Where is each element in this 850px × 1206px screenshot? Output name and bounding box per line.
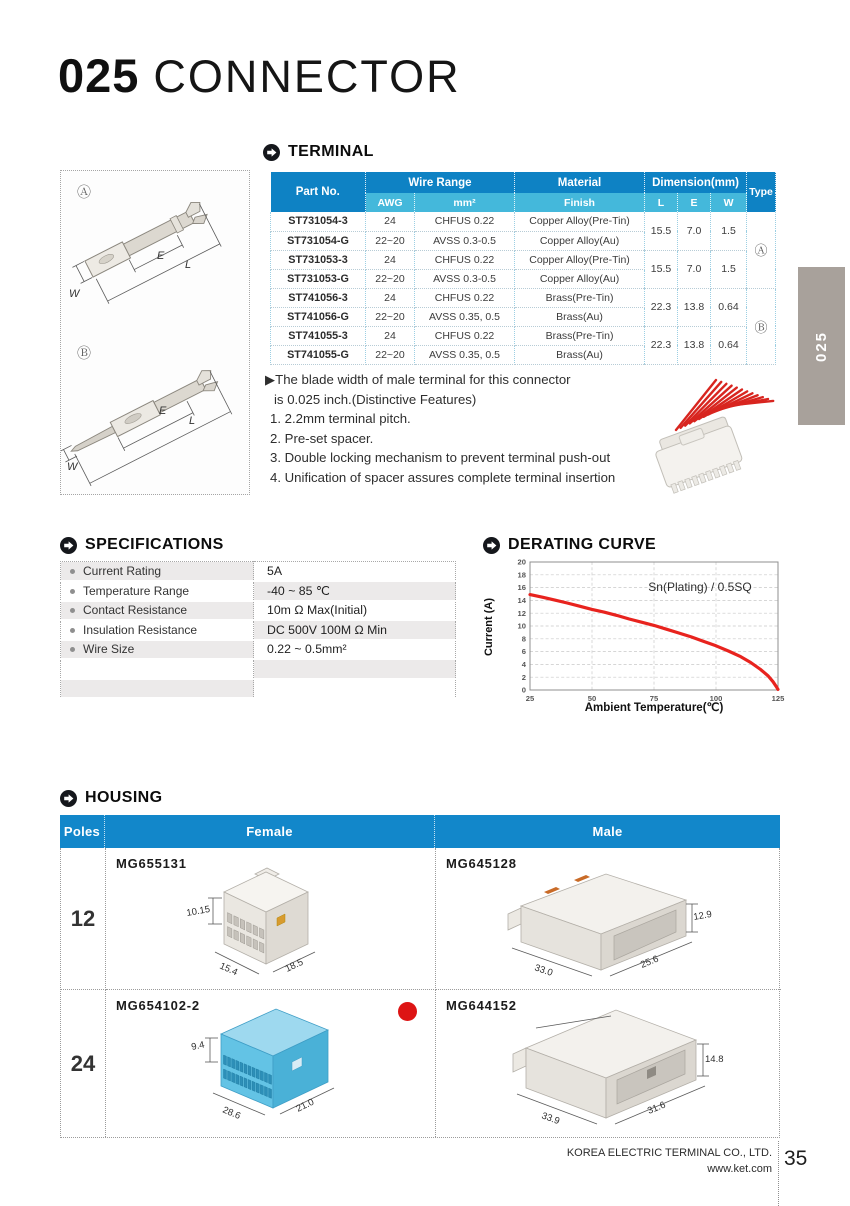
awg-cell: 22~20 — [366, 345, 415, 364]
chart-x-axis-label: Ambient Temperature(℃) — [584, 702, 724, 714]
housing-heading-label: HOUSING — [85, 789, 163, 806]
bullet-icon — [70, 569, 75, 574]
chart-y-axis-label: Current (A) — [483, 597, 495, 657]
dim-height: 10.15 — [185, 903, 211, 919]
spec-label-cell — [61, 640, 254, 660]
type-cell: Ⓑ — [747, 288, 776, 364]
housing-cell-12-male — [436, 848, 781, 990]
terminal-section-heading — [263, 143, 374, 161]
svg-text:10: 10 — [517, 621, 526, 631]
spec-label: Contact Resistance — [83, 603, 188, 618]
table-row — [271, 326, 776, 345]
poles-count: 12 — [61, 848, 106, 990]
awg-cell: 22~20 — [366, 307, 415, 326]
housing-image-12-female — [161, 860, 371, 990]
terminal-diagram-box — [60, 170, 250, 495]
side-index-tab — [798, 267, 845, 425]
section-arrow-icon — [263, 144, 280, 161]
awg-cell: 24 — [366, 326, 415, 345]
footer-divider — [778, 1141, 779, 1206]
spec-label-cell — [61, 620, 254, 640]
spec-value — [254, 679, 456, 699]
page-title — [58, 48, 461, 103]
terminal-heading-label: TERMINAL — [288, 143, 374, 160]
svg-text:12: 12 — [517, 608, 526, 618]
housing-table-header — [60, 815, 780, 848]
awg-cell: 24 — [366, 250, 415, 269]
dim-e-label: E — [157, 250, 165, 262]
mm2-cell: AVSS 0.35, 0.5 — [415, 345, 515, 364]
svg-text:14: 14 — [517, 596, 526, 605]
awg-cell: 24 — [366, 212, 415, 231]
material-cell: Brass(Au) — [515, 307, 645, 326]
mm2-cell: AVSS 0.3-0.5 — [415, 231, 515, 250]
dim-l-label: L — [189, 415, 196, 427]
feature-item: 2. Pre-set spacer. — [270, 430, 374, 446]
spec-row — [61, 562, 456, 582]
col-header-wire-range: Wire Range — [366, 172, 515, 193]
dim-depth: 21.0 — [294, 1096, 316, 1115]
dim-depth: 25.6 — [639, 953, 661, 971]
material-cell: Brass(Au) — [515, 345, 645, 364]
col-header-dimension: Dimension(mm) — [645, 172, 747, 193]
dim-w-label: W — [69, 288, 80, 300]
poles-count: 24 — [61, 990, 106, 1137]
derating-section-heading — [483, 536, 656, 554]
dim-e-cell: 13.8 — [678, 326, 711, 364]
feature-intro-line2: is 0.025 inch.(Distinctive Features) — [274, 391, 477, 407]
part-no-cell: ST741055-3 — [271, 326, 366, 345]
series-number: 025 — [58, 49, 140, 102]
dim-height: 9.4 — [190, 1039, 206, 1053]
spec-row — [61, 620, 456, 640]
svg-text:6: 6 — [521, 647, 526, 657]
svg-text:4: 4 — [521, 660, 526, 669]
dim-e-cell: 7.0 — [678, 250, 711, 288]
housing-image-12-male — [486, 858, 716, 988]
col-header-part-no: Part No. — [271, 172, 366, 212]
material-cell: Brass(Pre-Tin) — [515, 288, 645, 307]
spec-value: 5A — [254, 562, 456, 582]
material-cell: Copper Alloy(Pre-Tin) — [515, 250, 645, 269]
derating-heading-label: DERATING CURVE — [508, 536, 657, 553]
svg-text:2: 2 — [521, 672, 526, 682]
part-no-cell: ST731053-G — [271, 269, 366, 288]
spec-label: Wire Size — [83, 642, 135, 657]
col-header-male: Male — [592, 824, 623, 839]
svg-text:100: 100 — [709, 694, 723, 703]
svg-text:18: 18 — [517, 570, 526, 580]
connector-photo — [638, 372, 788, 494]
mm2-cell: AVSS 0.35, 0.5 — [415, 307, 515, 326]
part-no-cell: ST731054-G — [271, 231, 366, 250]
dim-width: 15.4 — [217, 960, 240, 979]
svg-text:50: 50 — [587, 694, 597, 703]
spec-value: 0.22 ~ 0.5mm² — [254, 640, 456, 660]
type-b-label: Ⓑ — [77, 345, 91, 361]
specifications-heading-label: SPECIFICATIONS — [85, 536, 224, 553]
spec-label: Current Rating — [83, 564, 162, 578]
spec-row — [61, 659, 456, 679]
material-cell: Copper Alloy(Au) — [515, 269, 645, 288]
part-no-cell: ST731054-3 — [271, 212, 366, 231]
spec-label-cell — [61, 659, 254, 679]
section-arrow-icon — [60, 790, 77, 807]
col-header-female: Female — [105, 815, 435, 848]
page-number: 35 — [784, 1147, 808, 1170]
mm2-cell: CHFUS 0.22 — [415, 250, 515, 269]
awg-cell: 22~20 — [366, 269, 415, 288]
spec-label-cell — [61, 581, 254, 601]
col-header-poles: Poles — [60, 815, 105, 848]
footer-company: KOREA ELECTRIC TERMINAL CO., LTD. — [566, 1147, 772, 1159]
dim-w-cell: 1.5 — [711, 250, 747, 288]
col-header-finish: Finish — [515, 193, 645, 212]
feature-item: 1. 2.2mm terminal pitch. — [270, 411, 411, 426]
dim-width: 33.9 — [539, 1110, 562, 1128]
footer — [420, 1146, 772, 1178]
table-row — [271, 212, 776, 231]
dim-e-label: E — [159, 405, 167, 417]
dim-depth: 18.5 — [283, 956, 306, 975]
dim-e-cell: 13.8 — [678, 288, 711, 326]
part-number: MG645128 — [446, 856, 517, 871]
bullet-icon — [70, 589, 75, 594]
col-header-awg: AWG — [366, 193, 415, 212]
col-header-material: Material — [515, 172, 645, 193]
dim-height: 14.8 — [705, 1054, 724, 1065]
mm2-cell: CHFUS 0.22 — [415, 212, 515, 231]
mm2-cell: AVSS 0.3-0.5 — [415, 269, 515, 288]
series-name: CONNECTOR — [153, 51, 461, 102]
specifications-section-heading — [60, 536, 224, 554]
housing-section-heading — [60, 789, 162, 807]
spec-label: Insulation Resistance — [83, 622, 198, 637]
dim-w-cell: 0.64 — [711, 288, 747, 326]
svg-text:0: 0 — [521, 685, 526, 695]
feature-item: 3. Double locking mechanism to prevent terminal push-out — [270, 450, 611, 465]
svg-text:75: 75 — [649, 694, 659, 703]
feature-intro-line1: ▶The blade width of male terminal for this connector — [265, 372, 571, 387]
part-no-cell: ST741055-G — [271, 345, 366, 364]
awg-cell: 22~20 — [366, 231, 415, 250]
spec-row — [61, 679, 456, 699]
part-no-cell: ST741056-3 — [271, 288, 366, 307]
dim-w-cell: 0.64 — [711, 326, 747, 364]
dim-l-cell: 15.5 — [645, 212, 678, 250]
dim-e-cell: 7.0 — [678, 212, 711, 250]
spec-value: -40 ~ 85 ℃ — [254, 581, 456, 601]
spec-value: 10m Ω Max(Initial) — [254, 601, 456, 621]
red-dot-badge — [398, 1002, 417, 1021]
col-header-e: E — [678, 193, 711, 212]
spec-value — [254, 659, 456, 679]
derating-chart — [494, 554, 794, 712]
spec-label-cell — [61, 601, 254, 621]
material-cell: Copper Alloy(Pre-Tin) — [515, 212, 645, 231]
dim-l-label: L — [185, 259, 192, 271]
terminal-type-a-diagram — [61, 171, 251, 333]
section-arrow-icon — [483, 537, 500, 554]
svg-text:16: 16 — [517, 583, 526, 593]
awg-cell: 24 — [366, 288, 415, 307]
chart-legend: Sn(Plating) / 0.5SQ — [648, 580, 752, 594]
spec-label: Temperature Range — [83, 583, 190, 598]
svg-text:25: 25 — [525, 694, 535, 703]
spec-row — [61, 640, 456, 660]
bullet-icon — [70, 628, 75, 633]
part-number: MG644152 — [446, 998, 517, 1013]
part-no-cell: ST731053-3 — [271, 250, 366, 269]
dim-w-cell: 1.5 — [711, 212, 747, 250]
housing-cell-12-female — [106, 848, 436, 990]
table-row — [271, 250, 776, 269]
part-number: MG655131 — [116, 856, 187, 871]
spec-label-cell — [61, 562, 254, 582]
svg-text:8: 8 — [521, 634, 526, 644]
housing-cell-24-male — [436, 990, 781, 1137]
terminal-type-b-diagram — [61, 332, 251, 494]
terminal-table — [270, 172, 776, 365]
dim-width: 33.0 — [533, 962, 555, 979]
specifications-table — [60, 561, 456, 699]
type-cell: Ⓐ — [747, 212, 776, 288]
svg-text:125: 125 — [771, 694, 785, 703]
dim-l-cell: 22.3 — [645, 326, 678, 364]
spec-row — [61, 601, 456, 621]
svg-text:20: 20 — [517, 557, 526, 567]
features-list — [265, 370, 665, 487]
material-cell: Copper Alloy(Au) — [515, 231, 645, 250]
col-header-type: Type — [747, 172, 776, 212]
part-number: MG654102-2 — [116, 998, 200, 1013]
dim-width: 28.6 — [220, 1104, 243, 1122]
feature-item: 4. Unification of spacer assures complete terminal insertion — [270, 469, 616, 485]
section-arrow-icon — [60, 537, 77, 554]
type-a-label: Ⓐ — [77, 184, 91, 200]
bullet-icon — [70, 608, 75, 613]
col-header-w: W — [711, 193, 747, 212]
mm2-cell: CHFUS 0.22 — [415, 288, 515, 307]
spec-row — [61, 581, 456, 601]
dim-w-label: W — [67, 461, 78, 473]
dim-l-cell: 22.3 — [645, 288, 678, 326]
material-cell: Brass(Pre-Tin) — [515, 326, 645, 345]
housing-table-body — [60, 848, 780, 1138]
col-header-mm2: mm² — [415, 193, 515, 212]
col-header-l: L — [645, 193, 678, 212]
spec-label-cell — [61, 679, 254, 699]
footer-url: www.ket.com — [707, 1162, 772, 1175]
bullet-icon — [70, 647, 75, 652]
dim-depth: 31.6 — [646, 1099, 668, 1117]
spec-value: DC 500V 100M Ω Min — [254, 620, 456, 640]
part-no-cell: ST741056-G — [271, 307, 366, 326]
side-tab-label: 025 — [813, 330, 830, 362]
dim-l-cell: 15.5 — [645, 250, 678, 288]
mm2-cell: CHFUS 0.22 — [415, 326, 515, 345]
housing-cell-24-female — [106, 990, 436, 1137]
housing-image-24-female — [166, 1000, 376, 1132]
dim-height: 12.9 — [692, 908, 713, 923]
housing-image-24-male — [491, 996, 731, 1136]
table-row — [271, 288, 776, 307]
